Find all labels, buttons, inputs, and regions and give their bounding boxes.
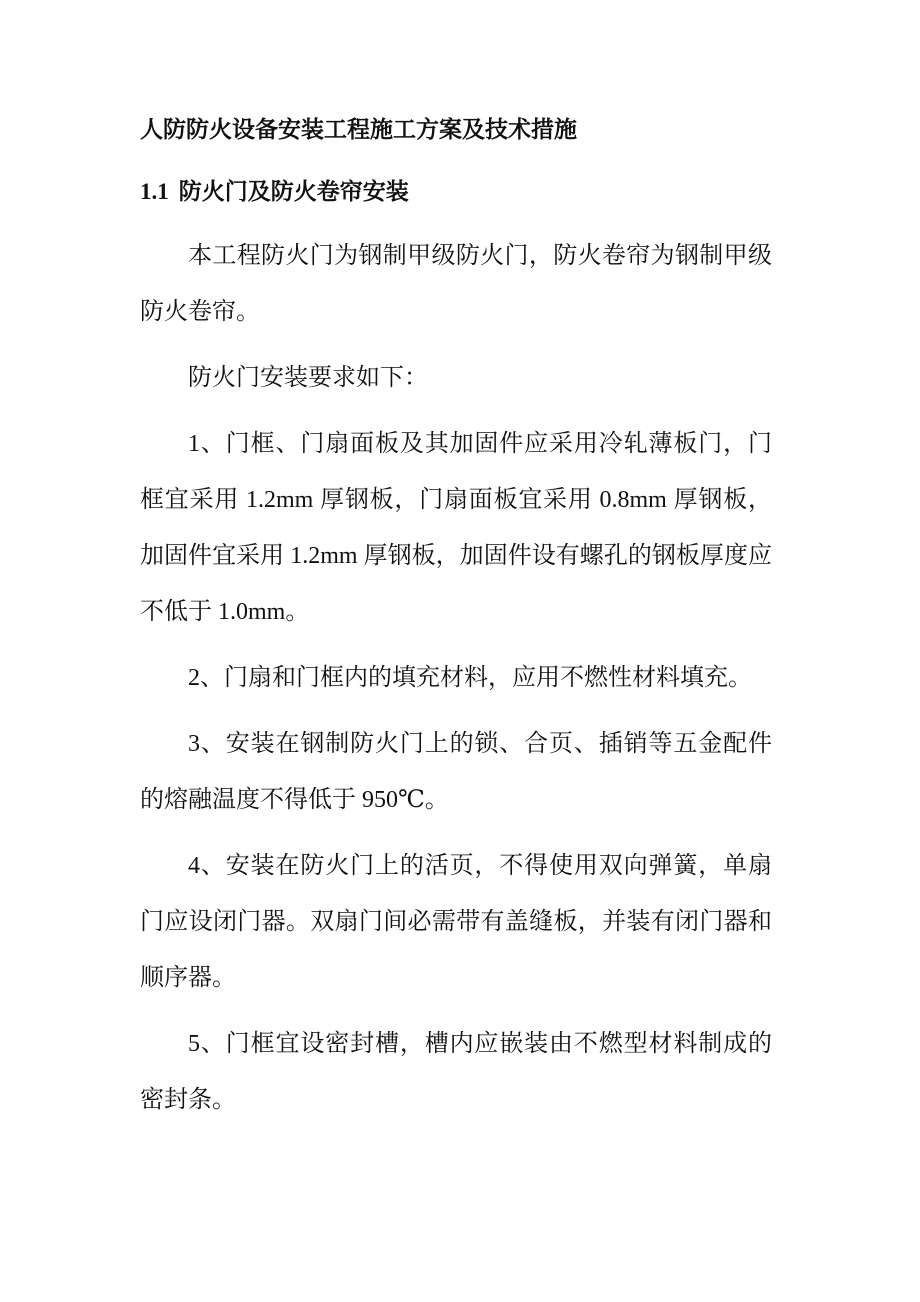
paragraph: 4、安装在防火门上的活页，不得使用双向弹簧，单扇门应设闭门器。双扇门间必需带有盖缝板，并装有闭门器和顺序器。	[140, 853, 772, 991]
document-title: 人防防火设备安装工程施工方案及技术措施	[140, 116, 577, 143]
section-heading	[140, 170, 772, 214]
paragraph: 3、安装在钢制防火门上的锁、合页、插销等五金配件的熔融温度不得低于 950℃。	[140, 731, 772, 813]
paragraph: 2、门扇和门框内的填充材料，应用不燃性材料填充。	[188, 665, 752, 691]
paragraph: 防火门安装要求如下：	[188, 365, 428, 391]
paragraph: 5、门框宜设密封槽，槽内应嵌装由不燃型材料制成的密封条。	[140, 1031, 772, 1113]
section-title: 防火门及防火卷帘安装	[178, 178, 409, 205]
section-number: 1.1	[140, 179, 169, 204]
document-page	[140, 108, 772, 1128]
paragraph: 本工程防火门为钢制甲级防火门，防火卷帘为钢制甲级防火卷帘。	[140, 243, 772, 325]
paragraph: 1、门框、门扇面板及其加固件应采用冷轧薄板门，门框宜采用 1.2mm 厚钢板，门扇面板宜采用 0.8mm 厚钢板，加固件宜采用 1.2mm 厚钢板，加固件设有螺孔的钢板厚度应不低于 1.0mm。	[140, 431, 772, 625]
